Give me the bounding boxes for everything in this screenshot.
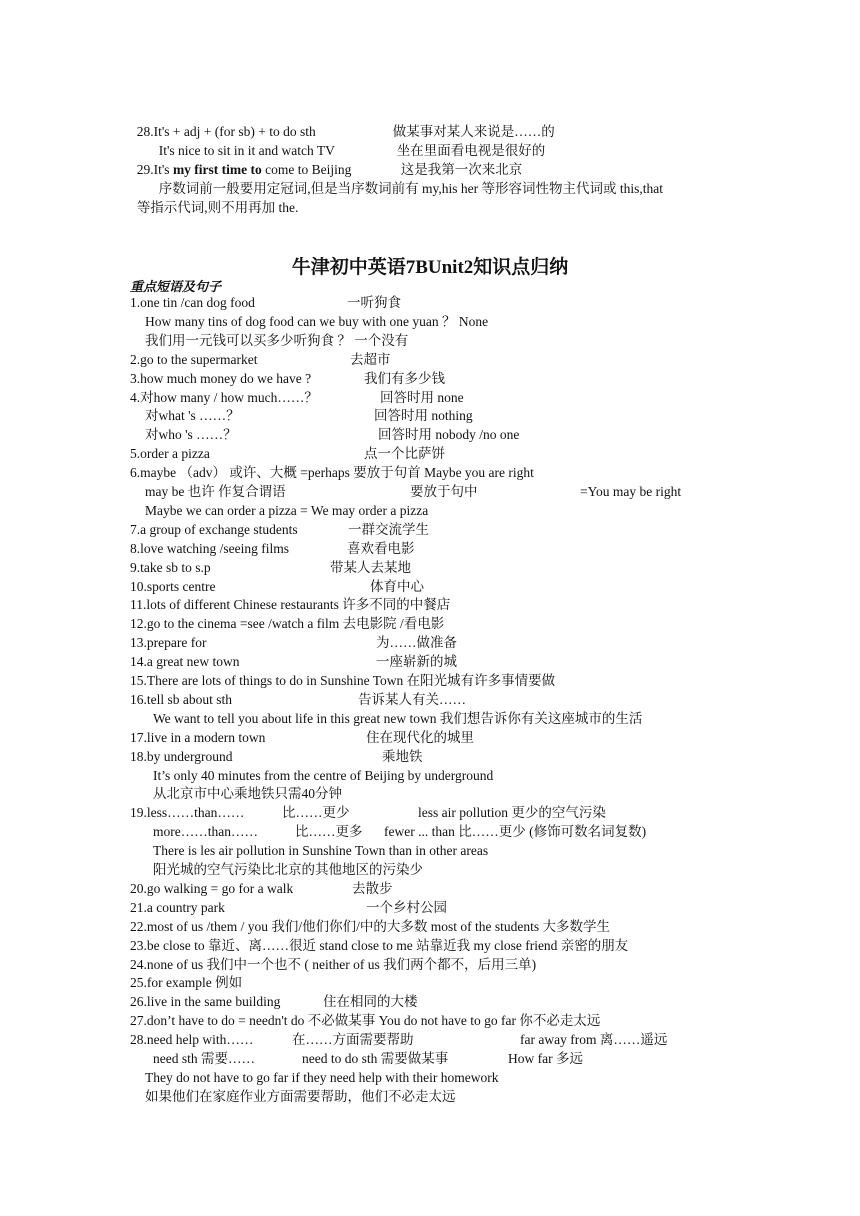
list-item-segment: 比……更少	[282, 805, 350, 820]
list-item-segment: 点一个比萨饼	[364, 446, 445, 461]
bold-phrase: my first time to	[172, 162, 262, 177]
list-item: 18.by underground	[130, 749, 233, 764]
list-item-segment: 去超市	[350, 352, 391, 367]
list-item-segment: 住在现代化的城里	[366, 730, 474, 745]
list-item-segment: How far 多远	[508, 1051, 583, 1066]
list-item: 24.none of us 我们中一个也不 ( neither of us 我们两个都不，后用三单)	[130, 957, 537, 972]
phrase: 28.It's + adj + (for sb) + to do sth	[136, 124, 316, 139]
list-item: 对who 's ……？	[145, 427, 237, 442]
list-item: may be 也许 作复合谓语	[145, 484, 286, 499]
list-item-segment: 告诉某人有关……	[358, 692, 466, 707]
list-item: 20.go walking = go for a walk	[130, 881, 294, 896]
list-item: 25.for example 例如	[130, 975, 243, 990]
list-item-segment: need to do sth 需要做某事	[302, 1051, 449, 1066]
list-item: 22.most of us /them / you 我们/他们你们/中的大多数 most of the students 大多数学生	[130, 919, 610, 934]
page-title: 牛津初中英语7BUnit2知识点归纳	[291, 257, 569, 278]
list-item-segment: 一听狗食	[347, 295, 401, 310]
list-item-segment: 体育中心	[370, 579, 424, 594]
list-item-segment: 去散步	[352, 881, 393, 896]
list-item: 28.need help with……	[130, 1032, 254, 1047]
translation: 坐在里面看电视是很好的	[396, 143, 546, 158]
list-item: 21.a country park	[130, 900, 225, 915]
list-item: 如果他们在家庭作业方面需要帮助，他们不必走太远	[145, 1089, 456, 1104]
list-item: 27.don’t have to do = needn't do 不必做某事 You do not have to go far 你不必走太远	[130, 1013, 601, 1028]
list-item-segment: 带某人去某地	[330, 560, 411, 575]
translation: 做某事对某人来说是……的	[392, 124, 555, 139]
list-item: 8.love watching /seeing films	[130, 541, 289, 556]
list-item: 4.对how many / how much……？	[130, 390, 318, 405]
list-item-segment: far away from 离……遥远	[520, 1032, 668, 1047]
list-item: 11.lots of different Chinese restaurants 许多不同的中餐店	[130, 597, 451, 612]
phrase: 29.It's	[136, 162, 173, 177]
list-item-segment: 住在相同的大楼	[323, 994, 418, 1009]
list-item-segment: 回答时用 none	[380, 390, 464, 405]
list-item: There is les air pollution in Sunshine Town than in other areas	[153, 843, 489, 858]
list-item-segment: 回答时用 nothing	[374, 408, 473, 423]
list-item: 对what 's ……？	[145, 408, 240, 423]
list-item: 5.order a pizza	[130, 446, 210, 461]
list-item-segment: 我们有多少钱	[364, 371, 445, 386]
list-item: 我们用一元钱可以买多少听狗食 ？ 一个没有	[145, 333, 409, 348]
list-item: 2.go to the supermarket	[130, 352, 258, 367]
list-item: 3.how much money do we have ?	[130, 371, 312, 386]
list-item-segment: 一座崭新的城	[376, 654, 457, 669]
list-item: 15.There are lots of things to do in Sunshine Town 在阳光城有许多事情要做	[130, 673, 556, 688]
list-item: 17.live in a modern town	[130, 730, 266, 745]
list-item: 7.a group of exchange students	[130, 522, 298, 537]
list-item-segment: 乘地铁	[382, 749, 423, 764]
example: It's nice to sit in it and watch TV	[158, 143, 335, 158]
list-item: need sth 需要……	[153, 1051, 255, 1066]
list-item-segment: 比……更多	[295, 824, 363, 839]
list-item: They do not have to go far if they need help with their homework	[145, 1070, 499, 1085]
list-item: 19.less……than……	[130, 805, 245, 820]
text-line	[130, 182, 298, 216]
list-item: Maybe we can order a pizza = We may order a pizza	[145, 503, 429, 518]
list-item-segment: 喜欢看电影	[347, 541, 415, 556]
list-item: 16.tell sb about sth	[130, 692, 232, 707]
note: 序数词前一般要用定冠词,但是当序数词前有 my,his her 等形容词性物主代词或 this,that	[158, 181, 663, 196]
list-item: 阳光城的空气污染比北京的其他地区的污染少	[153, 862, 423, 877]
list-item-segment: 回答时用 nobody /no one	[378, 427, 520, 442]
list-item: How many tins of dog food can we buy with one yuan ？ None	[145, 314, 489, 329]
list-item: We want to tell you about life in this great new town 我们想告诉你有关这座城市的生活	[153, 711, 643, 726]
phrase: come to Beijing	[261, 162, 352, 177]
list-item: 26.live in the same building	[130, 994, 281, 1009]
list-item-segment: =You may be right	[580, 484, 682, 499]
list-item-segment: fewer ... than 比……更少 (修饰可数名词复数)	[384, 824, 647, 839]
list-item-segment: 一个乡村公园	[366, 900, 447, 915]
list-item: more……than……	[153, 824, 258, 839]
list-item: 23.be close to 靠近、离……很近 stand close to me 站靠近我 my close friend 亲密的朋友	[130, 938, 629, 953]
list-item: It’s only 40 minutes from the centre of Beijing by underground	[153, 768, 494, 783]
list-item: 13.prepare for	[130, 635, 207, 650]
list-item: 14.a great new town	[130, 654, 240, 669]
list-item-segment: 为……做准备	[376, 635, 457, 650]
translation: 这是我第一次来北京	[400, 162, 523, 177]
list-item-segment: less air pollution 更少的空气污染	[418, 805, 606, 820]
list-item: 6.maybe （adv） 或许、大概 =perhaps 要放于句首 Maybe you are right	[130, 465, 534, 480]
section-heading: 重点短语及句子	[130, 279, 222, 294]
list-item: 1.one tin /can dog food	[130, 295, 255, 310]
list-item-segment: 要放于句中	[410, 484, 478, 499]
list-item: 12.go to the cinema =see /watch a film 去电影院 /看电影	[130, 616, 445, 631]
list-item-segment: 在……方面需要帮助	[292, 1032, 414, 1047]
note: 等指示代词,则不用再加 the.	[136, 200, 299, 215]
list-item: 10.sports centre	[130, 579, 216, 594]
list-item-segment: 一群交流学生	[348, 522, 429, 537]
list-item: 从北京市中心乘地铁只需40分钟	[153, 786, 342, 801]
list-item: 9.take sb to s.p	[130, 560, 211, 575]
